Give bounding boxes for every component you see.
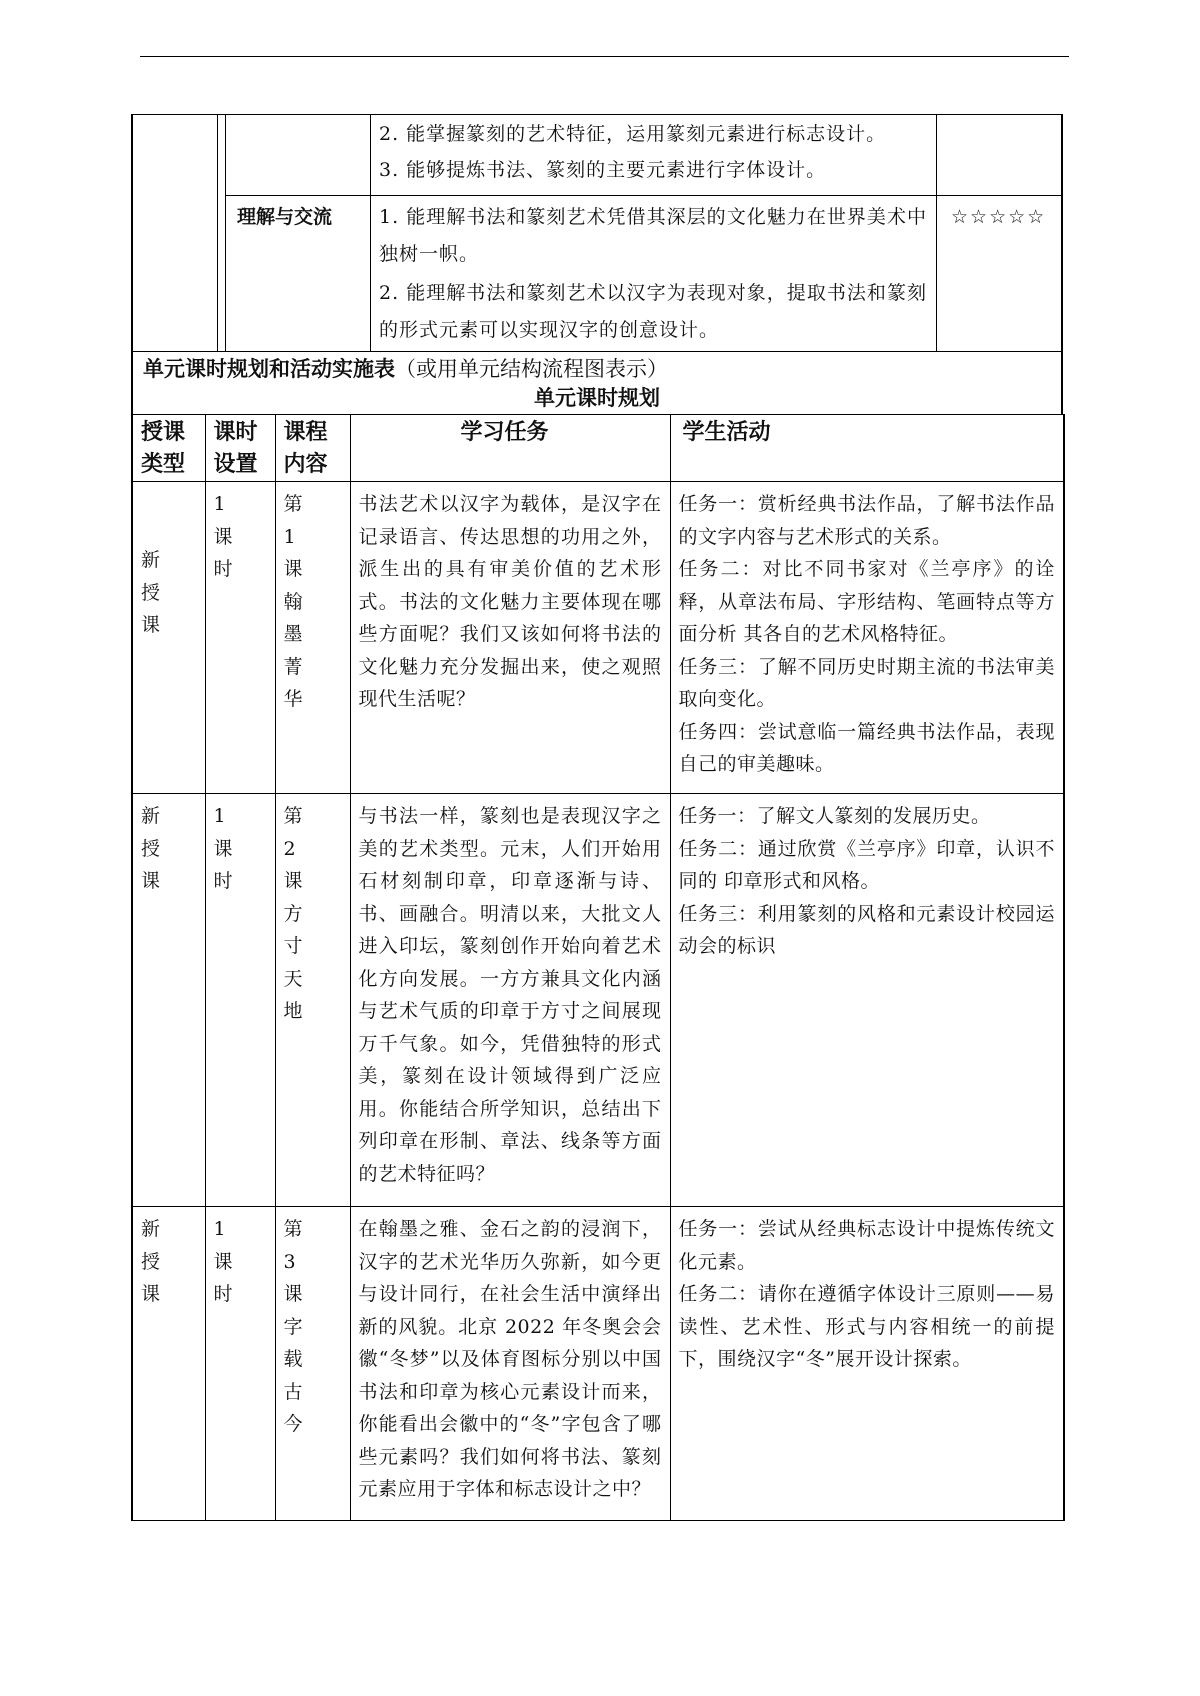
cell-type bbox=[132, 794, 205, 1207]
task-text: 书法艺术以汉字为载体，是汉字在记录语言、传达思想的功用之外，派生出的具有审美价值的艺术形式。书法的文化魅力主要体现在哪些方面呢？我们又该如何将书法的文化魅力充分发掘出来，使之观照现代生活呢？ bbox=[358, 493, 662, 710]
table-header-row bbox=[132, 415, 1064, 482]
type-text: 新授课 bbox=[141, 549, 177, 636]
cell-content bbox=[275, 482, 350, 794]
type-text: 新授课 bbox=[141, 805, 177, 892]
section-subtitle: 单元课时规划 bbox=[534, 386, 660, 410]
evaluation-row-divider bbox=[225, 195, 1061, 196]
evaluation-col-divider-1 bbox=[217, 115, 218, 351]
skill-item-3: 3. 能够提炼书法、篆刻的主要元素进行字体设计。 bbox=[379, 159, 827, 181]
header-hours: 课时设置 bbox=[205, 415, 275, 482]
content-text: 第 3 课 字载古今 bbox=[283, 1218, 319, 1435]
table-row bbox=[132, 794, 1064, 1207]
skill-item-2: 2. 能掌握篆刻的艺术特征，运用篆刻元素进行标志设计。 bbox=[379, 123, 887, 145]
header-task: 学习任务 bbox=[350, 415, 670, 482]
task-text: 与书法一样，篆刻也是表现汉字之美的艺术类型。元末，人们开始用石材刻制印章，印章逐渐与诗、书、画融合。明清以来，大批文人进入印坛，篆刻创作开始向着艺术化方向发展。一方方兼具文化内涵与艺术气质的印章于方寸之间展现万千气象。如今，凭借独特的形式美，篆刻在设计领域得到广泛应用。你能结合所学知识，总结出下列印章在形制、章法、线条等方面的艺术特征吗？ bbox=[358, 805, 662, 1185]
page-header-rule bbox=[140, 56, 1069, 57]
understanding-item-1: 1. 能理解书法和篆刻艺术凭借其深层的文化魅力在世界美术中独树一帜。 bbox=[379, 206, 927, 265]
cell-hours bbox=[205, 1207, 275, 1521]
activity-item: 任务一：尝试从经典标志设计中提炼传统文化元素。 bbox=[678, 1218, 1055, 1273]
evaluation-table-continued bbox=[131, 114, 1063, 351]
activity-item: 任务一：赏析经典书法作品，了解书法作品的文字内容与艺术形式的关系。 bbox=[678, 493, 1055, 548]
activity-item: 任务三：了解不同历史时期主流的书法审美取向变化。 bbox=[678, 655, 1055, 710]
cell-activities bbox=[670, 1207, 1064, 1521]
cell-hours bbox=[205, 794, 275, 1207]
section-title bbox=[143, 352, 668, 386]
plan-section-heading bbox=[131, 351, 1063, 414]
understanding-item-2: 2. 能理解书法和篆刻艺术以汉字为表现对象，提取书法和篆刻的形式元素可以实现汉字的创意设计。 bbox=[379, 282, 927, 341]
activity-item: 任务四：尝试意临一篇经典书法作品，表现自己的审美趣味。 bbox=[678, 720, 1055, 775]
cell-activities bbox=[670, 794, 1064, 1207]
content-text: 第 1 课 翰墨菁华 bbox=[283, 493, 319, 710]
cell-task bbox=[350, 794, 670, 1207]
evaluation-col-divider-4 bbox=[936, 115, 937, 351]
evaluation-col-divider-2 bbox=[225, 115, 226, 351]
header-activities: 学生活动 bbox=[670, 415, 1064, 482]
cell-content bbox=[275, 1207, 350, 1521]
table-row bbox=[132, 482, 1064, 794]
activity-item: 任务一：了解文人篆刻的发展历史。 bbox=[678, 805, 991, 827]
hours-text: 1 课时 bbox=[213, 805, 249, 892]
activity-item: 任务二：对比不同书家对《兰亭序》的诠释，从章法布局、字形结构、笔画特点等方面分析 其各自的艺术风格特征。 bbox=[678, 558, 1055, 645]
section-title-note: （或用单元结构流程图表示） bbox=[395, 357, 668, 381]
understanding-star-rating: ☆☆☆☆☆ bbox=[951, 206, 1047, 228]
type-text: 新授课 bbox=[141, 1218, 177, 1305]
table-row bbox=[132, 1207, 1064, 1521]
hours-text: 1 课时 bbox=[213, 1218, 249, 1305]
activity-item: 任务三：利用篆刻的风格和元素设计校园运动会的标识 bbox=[678, 902, 1055, 957]
understanding-label: 理解与交流 bbox=[237, 206, 333, 228]
content-text: 第 2 课 方寸天地 bbox=[283, 805, 319, 1022]
activity-item: 任务二：请你在遵循字体设计三原则——易读性、艺术性、形式与内容相统一的前提下，围绕汉字“冬”展开设计探索。 bbox=[678, 1283, 1055, 1370]
document-body bbox=[131, 114, 1063, 1521]
evaluation-col-divider-3 bbox=[370, 115, 371, 351]
cell-activities bbox=[670, 482, 1064, 794]
cell-type bbox=[132, 482, 205, 794]
lesson-plan-table bbox=[131, 414, 1065, 1521]
section-title-bold: 单元课时规划和活动实施表 bbox=[143, 357, 395, 381]
task-text: 在翰墨之雅、金石之韵的浸润下，汉字的艺术光华历久弥新，如今更与设计同行，在社会生活中演绎出新的风貌。北京 2022 年冬奥会会徽“冬梦”以及体育图标分别以中国书法和印章为核心元素设计而来，你能看出会徽中的“冬”字包含了哪些元素吗？我们如何将书法、篆刻元素应用于字体和标志设计之中？ bbox=[358, 1218, 662, 1500]
cell-hours bbox=[205, 482, 275, 794]
cell-task bbox=[350, 1207, 670, 1521]
hours-text: 1 课时 bbox=[213, 493, 249, 580]
header-type: 授课类型 bbox=[132, 415, 205, 482]
cell-task bbox=[350, 482, 670, 794]
cell-type bbox=[132, 1207, 205, 1521]
header-content: 课程内容 bbox=[275, 415, 350, 482]
cell-content bbox=[275, 794, 350, 1207]
activity-item: 任务二：通过欣赏《兰亭序》印章，认识不同的 印章形式和风格。 bbox=[678, 837, 1055, 892]
